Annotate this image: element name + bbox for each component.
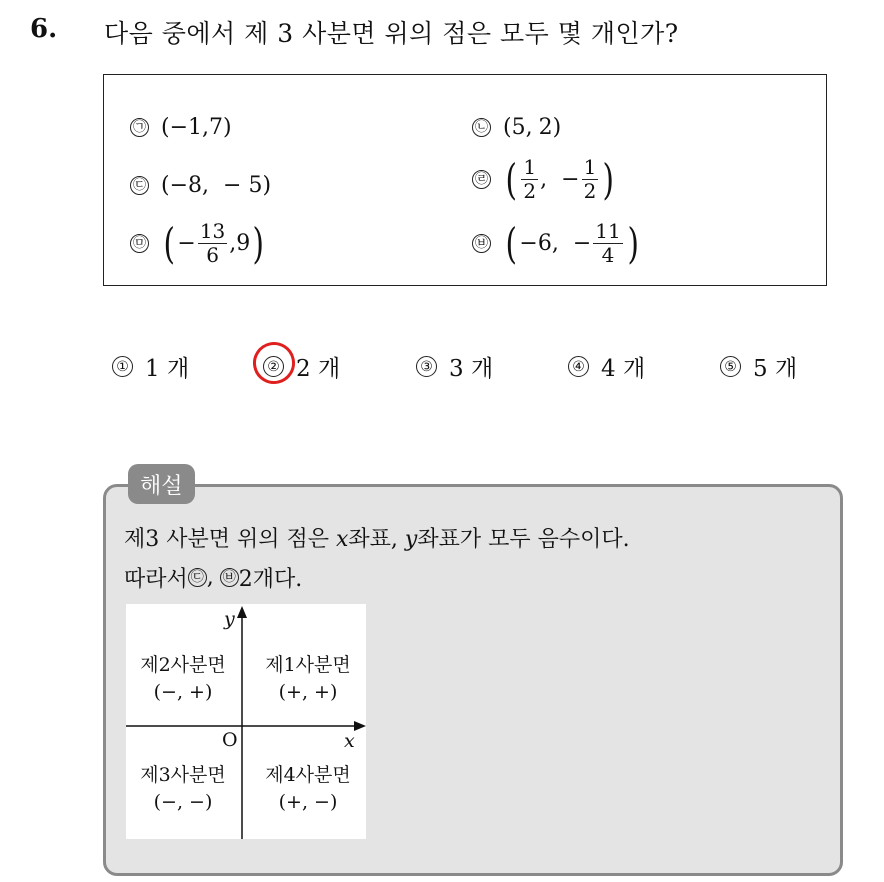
denominator: 4 bbox=[601, 243, 615, 267]
quadrant-sign: (−, +) bbox=[153, 680, 213, 703]
denominator: 2 bbox=[523, 179, 537, 203]
point-d-label: ㉣ bbox=[472, 170, 491, 189]
comma: , bbox=[229, 231, 237, 256]
text: 제3 사분면 위의 점은 bbox=[124, 527, 336, 552]
point-a-y: 7 bbox=[209, 115, 224, 140]
point-a bbox=[130, 115, 232, 140]
point-f-y-fraction bbox=[593, 221, 622, 266]
choice-number: ③ bbox=[416, 356, 437, 377]
point-a-label: ㉠ bbox=[130, 118, 149, 137]
comma: , bbox=[206, 565, 214, 590]
point-e bbox=[130, 218, 267, 268]
paren-open: ( bbox=[161, 115, 170, 140]
point-c-y: − 5 bbox=[223, 173, 263, 198]
x-axis-label: x bbox=[344, 730, 355, 752]
point-d-x-fraction bbox=[521, 157, 538, 202]
comma: , bbox=[551, 231, 559, 256]
minus-sign: − bbox=[572, 231, 592, 256]
point-f-ref: ㉥ bbox=[220, 568, 239, 587]
points-box bbox=[103, 74, 827, 286]
solution-tag: 해설 bbox=[128, 464, 195, 504]
point-f-x: −6 bbox=[519, 231, 552, 256]
comma: , bbox=[202, 115, 210, 140]
text: 좌표가 모두 음수이다. bbox=[417, 527, 630, 552]
point-d bbox=[472, 154, 617, 204]
paren-open: ( bbox=[503, 115, 512, 140]
quadrant-4 bbox=[252, 762, 364, 815]
denominator: 2 bbox=[583, 179, 597, 203]
paren-close: ) bbox=[602, 154, 615, 204]
point-b-label: ㉡ bbox=[472, 118, 491, 137]
paren-close: ) bbox=[627, 218, 639, 268]
quadrant-sign: (−, −) bbox=[153, 790, 213, 813]
x-axis-arrow bbox=[354, 721, 366, 731]
var-x: x bbox=[336, 527, 349, 552]
paren-open: ( bbox=[163, 218, 175, 268]
paren-close: ) bbox=[223, 115, 232, 140]
minus-sign: − bbox=[561, 167, 580, 192]
quadrant-name: 제2사분면 bbox=[140, 654, 226, 676]
choice-number: ⑤ bbox=[720, 356, 741, 377]
point-c-ref: ㉢ bbox=[188, 568, 207, 587]
paren-close: ) bbox=[552, 115, 562, 140]
text: 좌표, bbox=[348, 527, 405, 552]
choice-5[interactable] bbox=[720, 350, 797, 383]
point-d-y-fraction bbox=[582, 157, 599, 202]
choice-number: ① bbox=[112, 356, 133, 377]
paren-open: ( bbox=[505, 218, 517, 268]
quadrant-2 bbox=[128, 652, 238, 705]
paren-close: ) bbox=[262, 173, 272, 198]
text: 따라서 bbox=[124, 567, 188, 592]
point-c-x: −8 bbox=[169, 173, 203, 198]
quadrant-diagram bbox=[126, 604, 366, 839]
point-c bbox=[130, 173, 271, 198]
choice-text: 4 개 bbox=[601, 356, 646, 382]
solution-line-2 bbox=[124, 562, 302, 593]
quadrant-name: 제1사분면 bbox=[265, 654, 351, 676]
choice-1[interactable] bbox=[112, 350, 189, 383]
y-axis-label: y bbox=[224, 608, 235, 630]
numerator: 1 bbox=[583, 155, 597, 179]
choice-text: 1 개 bbox=[145, 356, 190, 382]
comma: , bbox=[202, 173, 210, 198]
choice-3[interactable] bbox=[416, 350, 493, 383]
paren-close: ) bbox=[252, 218, 265, 268]
paren-open: ( bbox=[505, 154, 517, 204]
var-y: y bbox=[404, 527, 418, 552]
numerator: 11 bbox=[595, 219, 621, 243]
question-text: 다음 중에서 제 3 사분면 위의 점은 모두 몇 개인가? bbox=[104, 19, 679, 48]
choice-text: 5 개 bbox=[753, 356, 798, 382]
answer-choices bbox=[0, 350, 884, 380]
choice-text: 2 개 bbox=[296, 356, 341, 382]
numerator: 13 bbox=[199, 219, 226, 243]
quadrant-name: 제3사분면 bbox=[140, 764, 226, 786]
choice-4[interactable] bbox=[568, 350, 645, 383]
paren-open: ( bbox=[161, 173, 170, 198]
quadrant-sign: (+, −) bbox=[278, 790, 338, 813]
minus-sign: − bbox=[177, 231, 196, 256]
point-e-y: 9 bbox=[236, 231, 251, 256]
point-a-x: −1 bbox=[169, 115, 203, 140]
choice-number: ④ bbox=[568, 356, 589, 377]
point-e-x-fraction bbox=[198, 221, 227, 266]
question-number: 6. bbox=[30, 14, 58, 44]
y-axis-arrow bbox=[237, 606, 247, 618]
point-f-label: ㉥ bbox=[472, 234, 491, 253]
point-b-y: 2 bbox=[538, 115, 553, 140]
denominator: 6 bbox=[206, 243, 219, 267]
quadrant-1 bbox=[252, 652, 364, 705]
comma: , bbox=[525, 115, 533, 140]
solution-line-1 bbox=[124, 522, 630, 553]
point-b-x: 5 bbox=[511, 115, 526, 140]
text: 2개다. bbox=[238, 567, 303, 592]
origin-label: O bbox=[222, 729, 238, 751]
quadrant-3 bbox=[128, 762, 238, 815]
point-f bbox=[472, 218, 641, 268]
quadrant-sign: (+, +) bbox=[278, 680, 338, 703]
point-b bbox=[472, 115, 561, 140]
numerator: 1 bbox=[523, 155, 537, 179]
point-c-label: ㉢ bbox=[130, 176, 149, 195]
choice-number: ② bbox=[263, 356, 284, 377]
quadrant-name: 제4사분면 bbox=[265, 764, 351, 786]
choice-text: 3 개 bbox=[449, 356, 494, 382]
point-e-label: ㉤ bbox=[130, 234, 149, 253]
comma: , bbox=[540, 167, 548, 192]
